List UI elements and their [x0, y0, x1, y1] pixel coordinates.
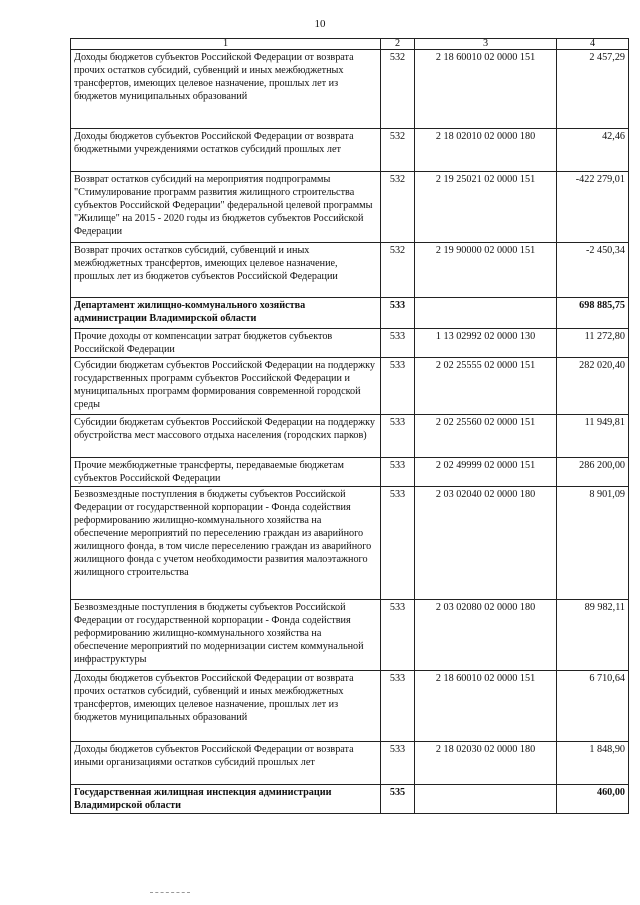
row-budget-code: 2 18 02030 02 0000 180	[415, 742, 557, 785]
row-admin-code: 532	[381, 129, 415, 172]
table-row	[71, 50, 629, 129]
column-header-1: 1	[71, 39, 381, 50]
row-amount: -422 279,01	[557, 172, 629, 243]
row-name: Прочие межбюджетные трансферты, передаваемые бюджетам субъектов Российской Федерации	[71, 458, 381, 487]
section-budget-code	[415, 785, 557, 814]
scan-edge-mark	[150, 892, 190, 894]
row-budget-code: 2 18 60010 02 0000 151	[415, 50, 557, 129]
row-admin-code: 532	[381, 50, 415, 129]
row-amount: -2 450,34	[557, 243, 629, 298]
table-row	[71, 487, 629, 600]
row-amount: 8 901,09	[557, 487, 629, 600]
table-row	[71, 415, 629, 458]
section-budget-code	[415, 298, 557, 329]
column-header-2: 2	[381, 39, 415, 50]
section-admin-code: 533	[381, 298, 415, 329]
table-row	[71, 600, 629, 671]
row-name: Безвозмездные поступления в бюджеты субъектов Российской Федерации от государственной корпорации - Фонда содействия реформированию жилищно-коммунального хозяйства на обеспечение мероприятий по модернизации систем коммунальной инфраструктуры	[71, 600, 381, 671]
row-amount: 11 272,80	[557, 329, 629, 358]
row-budget-code: 2 02 49999 02 0000 151	[415, 458, 557, 487]
page-number: 10	[314, 18, 326, 30]
table-header-row	[71, 39, 629, 50]
section-total: 460,00	[557, 785, 629, 814]
row-amount: 42,46	[557, 129, 629, 172]
section-name: Государственная жилищная инспекция администрации Владимирской области	[71, 785, 381, 814]
row-admin-code: 532	[381, 172, 415, 243]
row-name: Возврат прочих остатков субсидий, субвенций и иных межбюджетных трансфертов, имеющих целевое назначение, прошлых лет из бюджетов субъектов Российской Федерации	[71, 243, 381, 298]
row-budget-code: 2 02 25555 02 0000 151	[415, 358, 557, 415]
row-name: Доходы бюджетов субъектов Российской Федерации от возврата прочих остатков субсидий, субвенций и иных межбюджетных трансфертов, имеющих целевое назначение, прошлых лет из бюджетов муниципальных образований	[71, 50, 381, 129]
table-row	[71, 129, 629, 172]
table-row	[71, 329, 629, 358]
row-admin-code: 533	[381, 671, 415, 742]
revenue-table	[70, 38, 629, 814]
table-row	[71, 172, 629, 243]
row-admin-code: 533	[381, 358, 415, 415]
row-name: Субсидии бюджетам субъектов Российской Федерации на поддержку обустройства мест массового отдыха населения (городских парков)	[71, 415, 381, 458]
row-amount: 6 710,64	[557, 671, 629, 742]
row-amount: 2 457,29	[557, 50, 629, 129]
row-name: Доходы бюджетов субъектов Российской Федерации от возврата иными организациями остатков субсидий прошлых лет	[71, 742, 381, 785]
row-budget-code: 2 03 02040 02 0000 180	[415, 487, 557, 600]
table-row	[71, 358, 629, 415]
section-total: 698 885,75	[557, 298, 629, 329]
row-budget-code: 2 02 25560 02 0000 151	[415, 415, 557, 458]
row-amount: 282 020,40	[557, 358, 629, 415]
section-row	[71, 298, 629, 329]
row-admin-code: 533	[381, 329, 415, 358]
row-amount: 89 982,11	[557, 600, 629, 671]
row-budget-code: 2 18 02010 02 0000 180	[415, 129, 557, 172]
row-admin-code: 533	[381, 600, 415, 671]
row-admin-code: 533	[381, 415, 415, 458]
row-admin-code: 533	[381, 458, 415, 487]
row-amount: 1 848,90	[557, 742, 629, 785]
row-admin-code: 533	[381, 487, 415, 600]
row-name: Субсидии бюджетам субъектов Российской Федерации на поддержку государственных программ субъектов Российской Федерации и муниципальных программ формирования современной городской среды	[71, 358, 381, 415]
row-admin-code: 533	[381, 742, 415, 785]
column-header-3: 3	[415, 39, 557, 50]
row-name: Доходы бюджетов субъектов Российской Федерации от возврата бюджетными учреждениями остатков субсидий прошлых лет	[71, 129, 381, 172]
row-budget-code: 2 19 25021 02 0000 151	[415, 172, 557, 243]
row-name: Доходы бюджетов субъектов Российской Федерации от возврата прочих остатков субсидий, субвенций и иных межбюджетных трансфертов, имеющих целевое назначение, прошлых лет из бюджетов муниципальных образований	[71, 671, 381, 742]
row-budget-code: 1 13 02992 02 0000 130	[415, 329, 557, 358]
row-admin-code: 532	[381, 243, 415, 298]
table-row	[71, 671, 629, 742]
row-amount: 11 949,81	[557, 415, 629, 458]
row-amount: 286 200,00	[557, 458, 629, 487]
section-admin-code: 535	[381, 785, 415, 814]
table-row	[71, 243, 629, 298]
table-row	[71, 742, 629, 785]
section-name: Департамент жилищно-коммунального хозяйства администрации Владимирской области	[71, 298, 381, 329]
table-row	[71, 458, 629, 487]
row-budget-code: 2 19 90000 02 0000 151	[415, 243, 557, 298]
row-budget-code: 2 03 02080 02 0000 180	[415, 600, 557, 671]
row-name: Прочие доходы от компенсации затрат бюджетов субъектов Российской Федерации	[71, 329, 381, 358]
column-header-4: 4	[557, 39, 629, 50]
row-name: Безвозмездные поступления в бюджеты субъектов Российской Федерации от государственной корпорации - Фонда содействия реформированию жилищно-коммунального хозяйства на обеспечение мероприятий по переселению граждан из аварийного жилищного фонда, в том числе переселению граждан из аварийного жилищного фонда с учетом необходимости развития малоэтажного жилищного строительства	[71, 487, 381, 600]
row-name: Возврат остатков субсидий на мероприятия подпрограммы "Стимулирование программ развития жилищного строительства субъектов Российской Федерации" федеральной целевой программы "Жилище" на 2015 - 2020 годы из бюджетов субъектов Российской Федерации	[71, 172, 381, 243]
section-row	[71, 785, 629, 814]
row-budget-code: 2 18 60010 02 0000 151	[415, 671, 557, 742]
